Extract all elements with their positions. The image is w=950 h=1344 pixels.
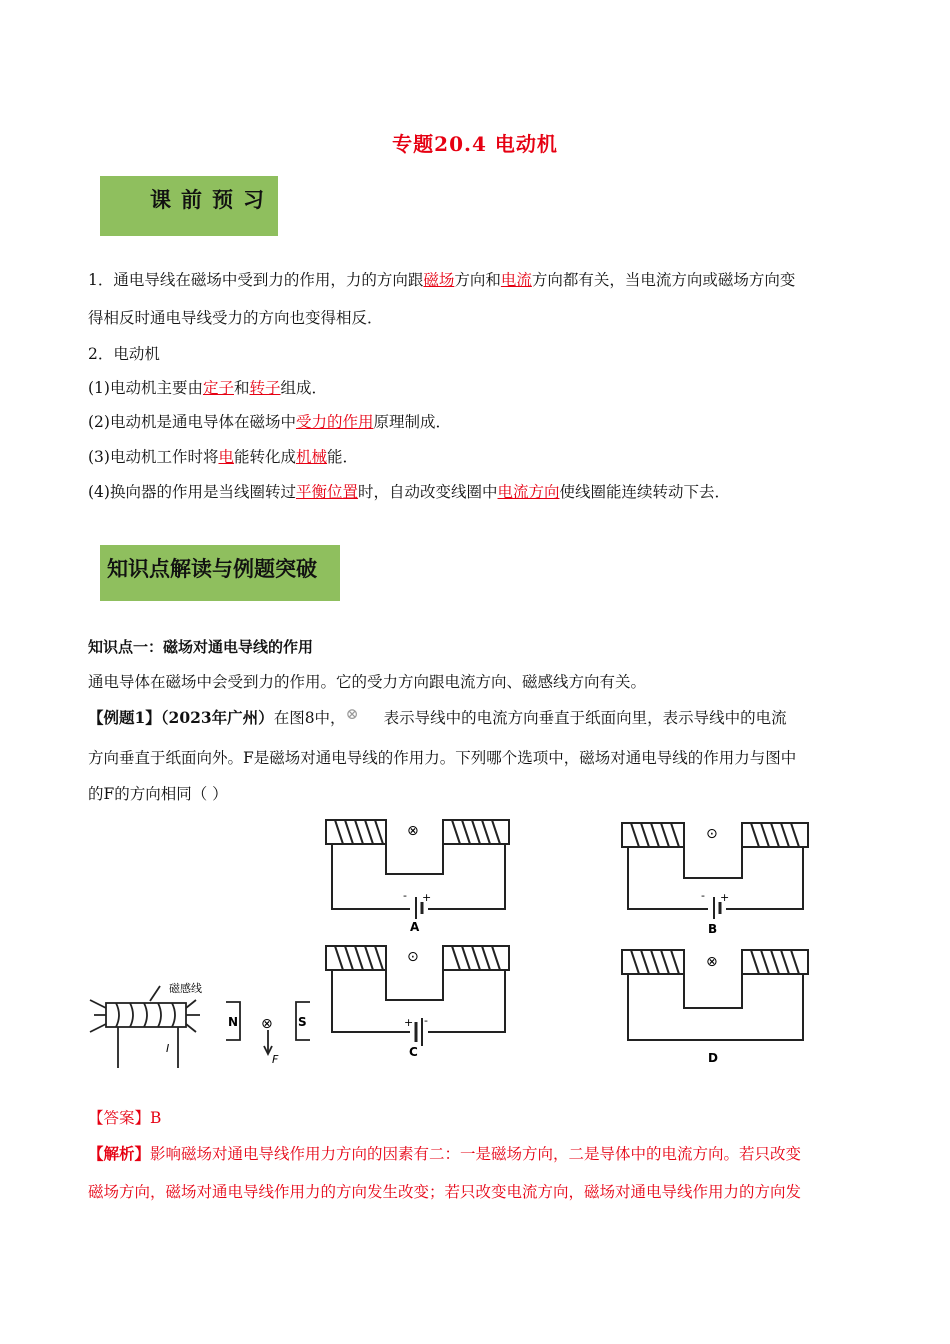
example-line-1: 【例题1】（2023年广州）在图8中，⊗ 表示导线中的电流方向垂直于纸面向里，表示导线中的电流 (88, 705, 787, 727)
answer-blank: 机械 (296, 448, 328, 466)
option-label-C: C (409, 1045, 418, 1059)
pole-S-label: S (298, 1015, 307, 1029)
answer-line (88, 1106, 161, 1128)
svg-text:-: - (424, 1014, 428, 1027)
pole-N-label: N (228, 1015, 239, 1029)
svg-text:-: - (403, 889, 407, 902)
answer-blank: 平衡位置 (295, 483, 358, 501)
current-label: I (166, 1042, 170, 1055)
paragraph-2: 2．电动机 (88, 345, 160, 363)
example-line-2: 方向垂直于纸面向外。F是磁场对通电导线的作用力。下列哪个选项中，磁场对通电导线的作用力与图中 (88, 749, 797, 767)
section-banner-label: 课前预习 (150, 187, 274, 212)
item-3: (3)电动机工作时将电能转化成机械能． (88, 448, 359, 466)
analysis-label: 【解析】 (88, 1144, 151, 1163)
option-label-B: B (708, 922, 718, 936)
paragraph-1-line-1: 1．通电导线在磁场中受到力的作用，力的方向跟磁场方向和电流方向都有关，当电流方向或磁场方向变 (88, 271, 796, 289)
knowledge-point-title: 知识点一：磁场对通电导线的作用 (88, 638, 314, 656)
svg-text:+: + (720, 891, 730, 904)
example-label: 【例题1】 (88, 708, 161, 727)
wire-symbol: ⊙ (706, 826, 718, 842)
analysis-line-2: 磁场方向，磁场对通电导线作用力的方向发生改变；若只改变电流方向，磁场对通电导线作用力的方向发 (88, 1183, 802, 1201)
field-line-label: 磁感线 (169, 982, 202, 995)
paragraph-1-line-2: 得相反时通电导线受力的方向也变得相反． (88, 309, 383, 327)
svg-text:-: - (701, 889, 705, 902)
analysis-line-1: 【解析】影响磁场对通电导线作用力方向的因素有二：一是磁场方向，二是导体中的电流方向。若只改变 (88, 1144, 802, 1163)
example-line-3: 的F的方向相同（ ） (88, 785, 228, 803)
section-banner-label: 知识点解读与例题突破 (107, 556, 317, 581)
wire-symbol: ⊗ (407, 823, 419, 839)
option-label-D: D (708, 1051, 718, 1065)
answer-blank: 电 (218, 448, 234, 466)
wire-symbol: ⊗ (706, 954, 718, 970)
wire-symbol: ⊗ (261, 1016, 273, 1032)
answer-value: B (150, 1109, 162, 1127)
page-title: 专题20.4 电动机 (392, 132, 558, 156)
item-2: (2)电动机是通电导体在磁场中受力的作用原理制成． (88, 413, 451, 431)
force-label: F (272, 1053, 279, 1066)
field-lines (90, 1000, 106, 1032)
answer-blank: 转子 (249, 379, 281, 397)
answer-blank: 定子 (202, 379, 234, 397)
answer-blank: 受力的作用 (295, 413, 374, 431)
cross-symbol-icon: ⊗ (345, 705, 359, 723)
svg-text:+: + (404, 1016, 414, 1029)
item-4: (4)换向器的作用是当线圈转过平衡位置时，自动改变线圈中电流方向使线圈能连续转动下去． (88, 483, 731, 501)
answer-blank: 电流方向 (497, 483, 560, 501)
answer-blank: 磁场 (423, 271, 455, 289)
option-label-A: A (410, 920, 420, 934)
svg-text:+: + (422, 891, 432, 904)
answer-label: 【答案】 (88, 1109, 151, 1127)
answer-blank: 电流 (500, 271, 532, 289)
wire-symbol: ⊙ (407, 949, 419, 965)
item-1: (1)电动机主要由定子和转子组成． (88, 379, 328, 397)
knowledge-point-text: 通电导体在磁场中会受到力的作用。它的受力方向跟电流方向、磁感线方向有关。 (88, 673, 647, 691)
